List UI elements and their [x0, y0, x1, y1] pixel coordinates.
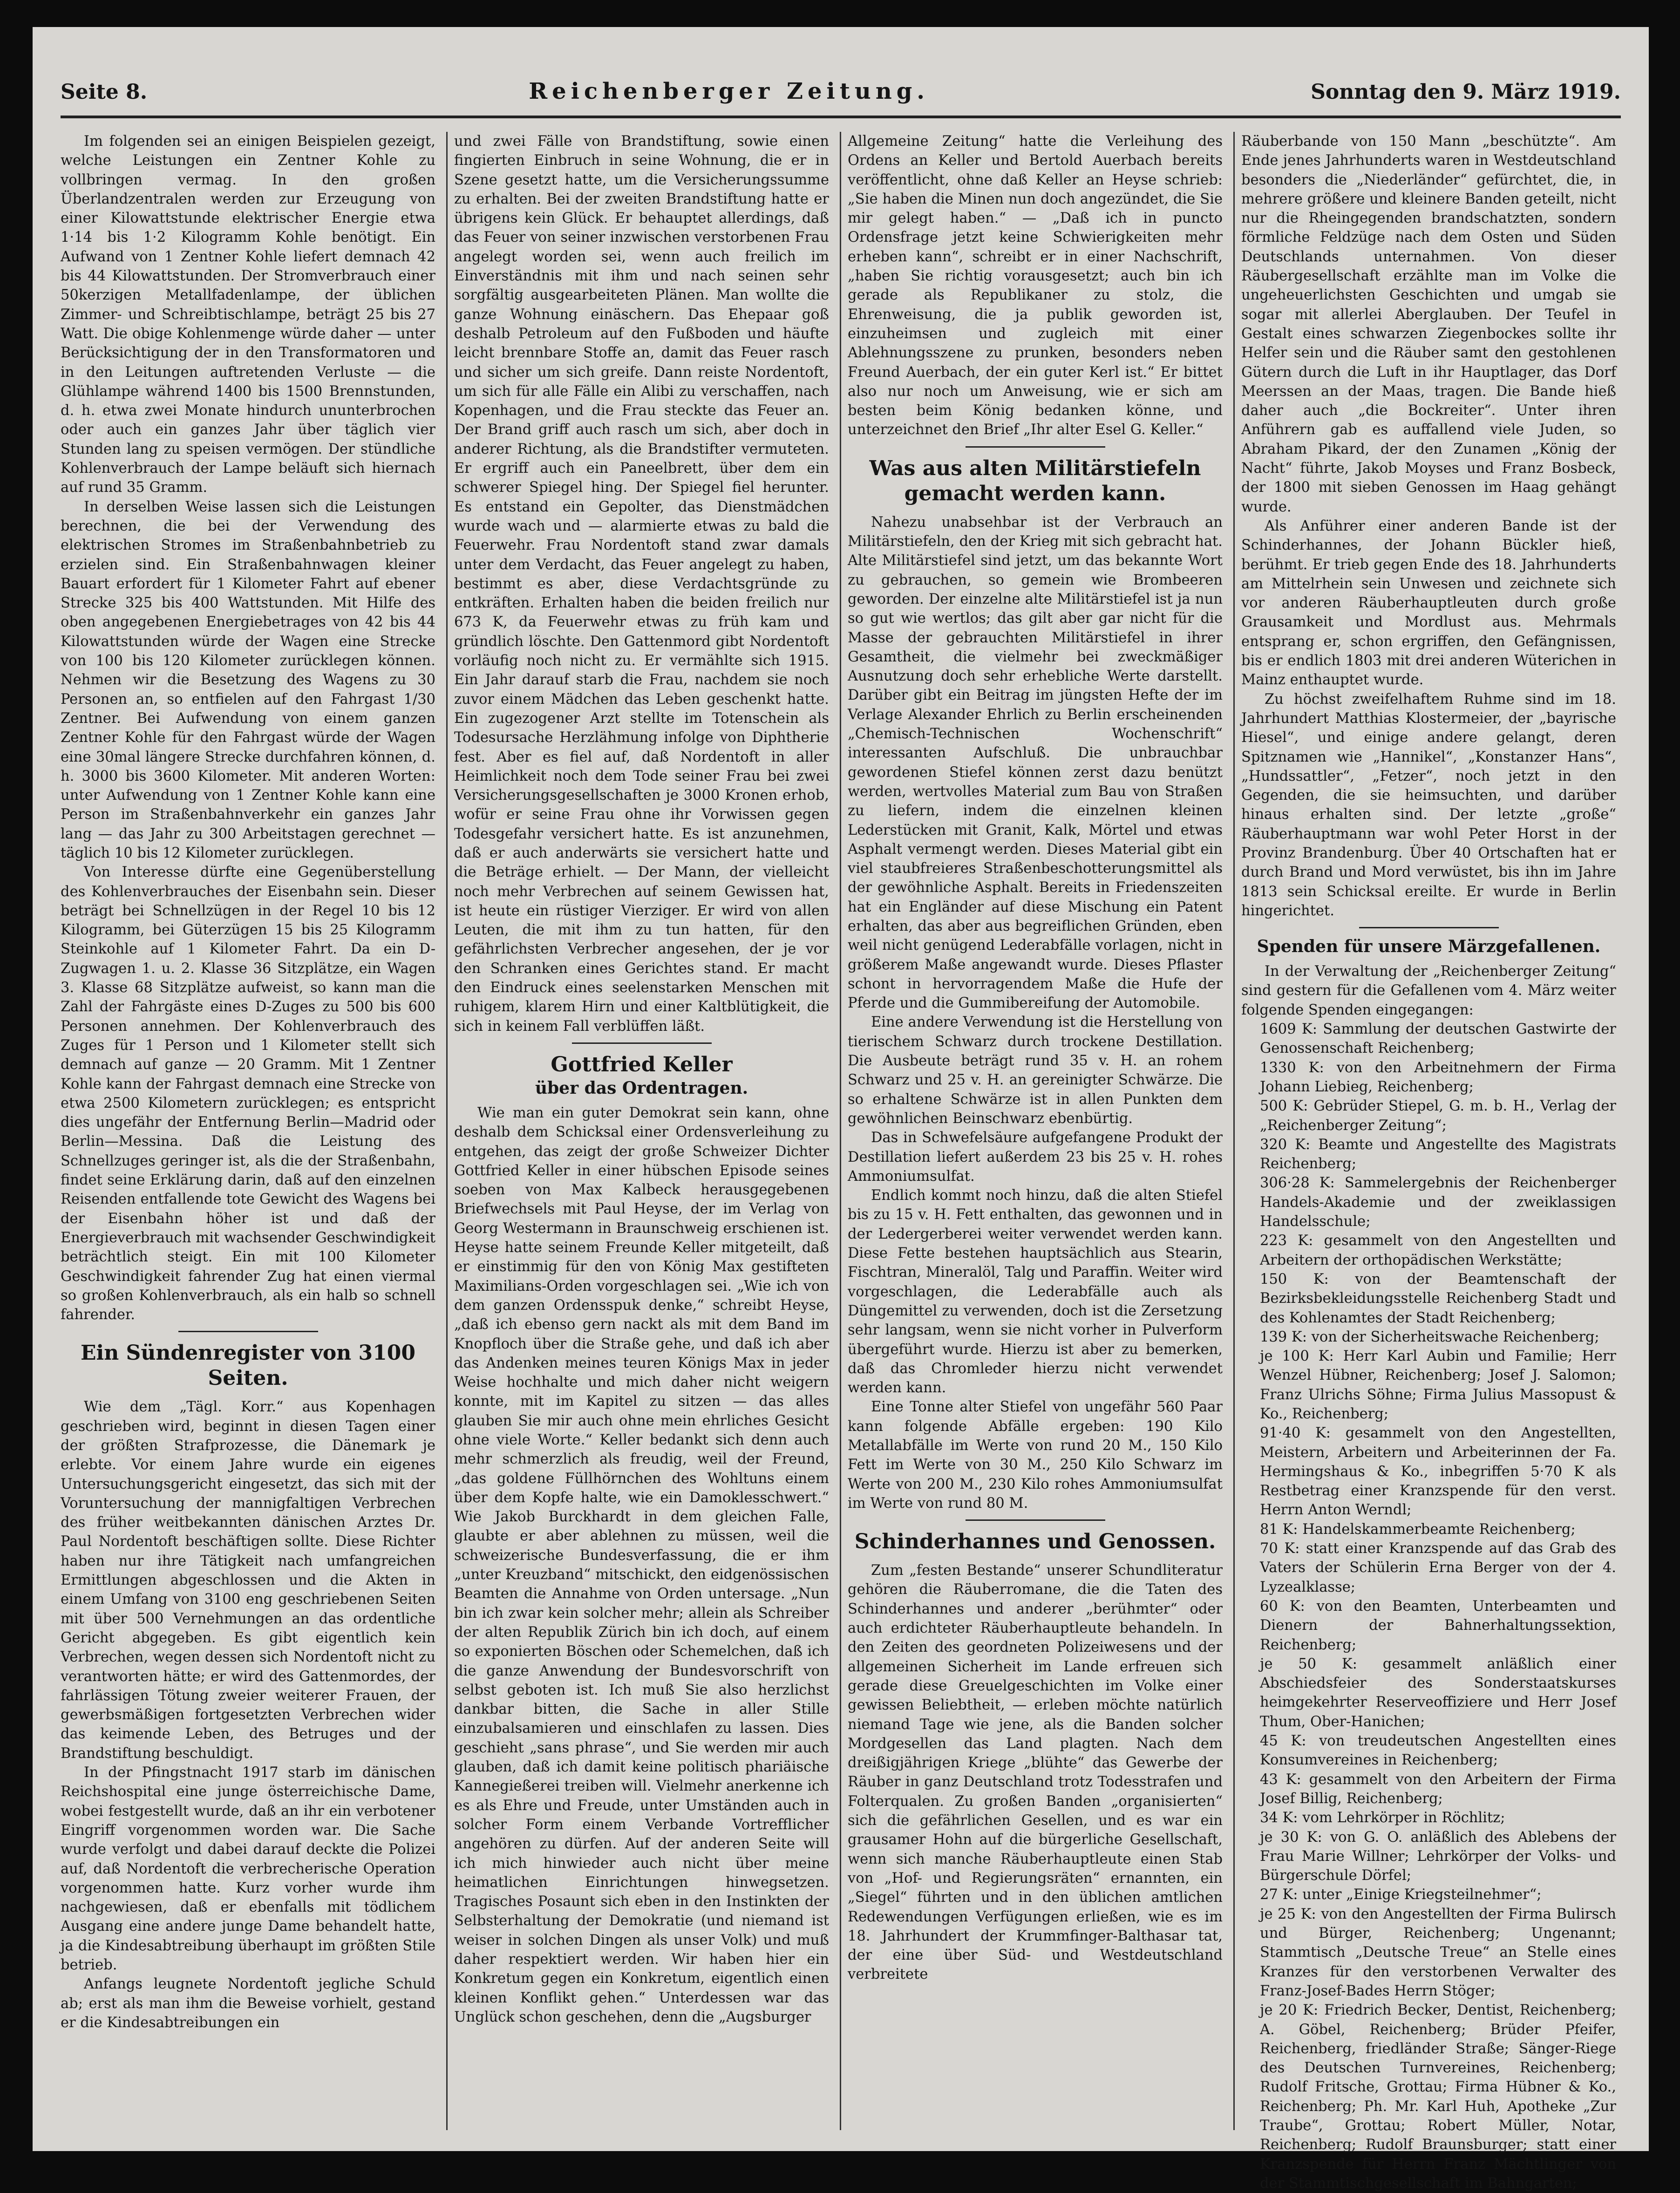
- article-paragraph: Endlich kommt noch hinzu, daß die alten Stiefel bis zu 15 v. H. Fett enthalten, das gewonnen und in der Ledergerberei weiter verwendet werden kann. Diese Fette bestehen hauptsächlich aus Stearin, Fischtran, Mineralöl, Talg und Paraffin. Weiter wird vorgeschlagen, die Lederabfälle auch als Düngemittel zu verwenden, doch ist die Zersetzung sehr langsam, wenn sie nicht vorher in Pulverform übergeführt wurde. Hierzu ist aber zu bemerken, daß das Chromleder hierzu nicht verwendet werden kann.: [848, 1187, 1223, 1396]
- article-paragraph: In der Pfingstnacht 1917 starb im dänischen Reichshospital eine junge österreichische Dame, wobei festgestellt wurde, daß an ihr ein verbotener Eingriff vorgenommen worden war. Die Sache wurde verfolgt und dabei darauf deckte die Polizei auf, daß Nordentoft die verbrecherische Operation vorgenommen hatte. Kurz vorher wurde ihm nachgewiesen, daß er ebenfalls mit tödlichem Ausgang eine andere junge Dame behandelt hatte, ja die Kindesabtreibung überhaupt im größten Stile betrieb.: [61, 1764, 435, 1974]
- list-item: 306·28 K: Sammelergebnis der Reichenberger Handels-Akademie und der zweiklassigen Handelsschule;: [1260, 1175, 1616, 1230]
- list-item: 1609 K: Sammlung der deutschen Gastwirte der Genossenschaft Reichenberg;: [1260, 1021, 1616, 1057]
- page-number: Seite 8.: [61, 80, 148, 104]
- donation-list: [1241, 1020, 1616, 2193]
- coal-article-paragraph: Im folgenden sei an einigen Beispielen gezeigt, welche Leistungen ein Zentner Kohle zu vollbringen vermag. In den großen Überlandzentralen werden zur Erzeugung von einer Kilowattstunde elektrischer Energie etwa 1·14 bis 1·2 Kilogramm Kohle benötigt. Ein Aufwand von 1 Zentner Kohle liefert demnach 42 bis 44 Kilowattstunden. Der Stromverbrauch einer 50kerzigen Metallfadenlampe, der üblichen Zimmer- und Schreibtischlampe, beträgt 25 bis 27 Watt. Die obige Kohlenmenge würde daher — unter Berücksichtigung der in den Transformatoren und in den Leitungen auftretenden Verluste — die Glühlampe während 1400 bis 1500 Brennstunden, d. h. etwa zwei Monate hindurch ununterbrochen oder auch ein ganzes Jahr über täglich vier Stunden lang zu speisen vermögen. Der stündliche Kohlenverbrauch der Lampe beläuft sich hiernach auf rund 35 Gramm.: [61, 133, 435, 496]
- list-item: 139 K: von der Sicherheitswache Reichenberg;: [1260, 1328, 1599, 1345]
- newspaper-title: Reichenberger Zeitung.: [529, 78, 929, 104]
- list-item: je 30 K: von G. O. anläßlich des Ablebens der Frau Marie Willner; Lehrkörper der Volks- und Bürgerschule Dörfel;: [1260, 1829, 1616, 1884]
- article-paragraph: Als Anführer einer anderen Bande ist der Schinderhannes, der Johann Bückler hieß, berühmt. Er trieb gegen Ende des 18. Jahrhunderts am Mittelrhein sein Unwesen und zeichnete sich vor anderen Räuberhauptleuten durch große Grausamkeit und Mordlust aus. Mehrmals entsprang er, schon ergriffen, den Gefängnissen, bis er endlich 1803 mit drei anderen Wüterichen in Mainz enthauptet wurde.: [1241, 518, 1616, 688]
- list-item: 45 K: von treudeutschen Angestellten eines Konsumvereines in Reichenberg;: [1260, 1733, 1616, 1769]
- coal-article-paragraph: In derselben Weise lassen sich die Leistungen berechnen, die bei der Verwendung des elektrischen Stromes im Straßenbahnbetrieb zu erzielen sind. Ein Straßenbahnwagen kleiner Bauart erfordert für 1 Kilometer Fahrt auf ebener Strecke 325 bis 400 Wattstunden. Mit Hilfe des oben angegebenen Energiebetrages von 42 bis 44 Kilowattstunden würde der Wagen eine Strecke von 100 bis 120 Kilometer zurücklegen können. Nehmen wir die Besetzung des Wagens zu 30 Personen an, so entfielen auf den Fahrgast 1/30 Zentner. Bei Aufwendung von einem ganzen Zentner Kohle für den Fahrgast würde der Wagen eine 30mal längere Strecke durchfahren können, d. h. 3000 bis 3600 Kilometer. Mit anderen Worten: unter Aufwendung von 1 Zentner Kohle kann eine Person im Straßenbahnverkehr ein ganzes Jahr lang — das Jahr zu 300 Arbeitstagen gerechnet — täglich 10 bis 12 Kilometer zurücklegen.: [61, 498, 435, 861]
- list-item: 91·40 K: gesammelt von den Angestellten, Meistern, Arbeitern und Arbeiterinnen der Fa. Hermingshaus & Ko., inbegriffen 5·70 K als Restbetrag einer Kranzspende für den verst. Herrn Anton Werndl;: [1260, 1425, 1616, 1519]
- column-1: [61, 132, 435, 2130]
- article-divider: [966, 446, 1105, 448]
- list-item: 320 K: Beamte und Angestellte des Magistrats Reichenberg;: [1260, 1136, 1616, 1172]
- article-paragraph: Eine Tonne alter Stiefel von ungefähr 560 Paar kann folgende Abfälle ergeben: 190 Kilo Metallabfälle im Werte von rund 20 M., 150 Kilo Fett im Werte von 30 M., 250 Kilo Schwarz im Werte von 200 M., 230 Kilo rohes Ammoniumsulfat im Werte von rund 80 M.: [848, 1399, 1223, 1512]
- article-divider: [1359, 927, 1499, 928]
- article-paragraph: Anfangs leugnete Nordentoft jegliche Schuld ab; erst als man ihm die Beweise vorhielt, gestand er die Kindesabtreibungen ein: [61, 1976, 435, 2031]
- article-paragraph: Wie man ein guter Demokrat sein kann, ohne deshalb dem Schicksal einer Ordensverleihung zu entgehen, das zeigt der große Schweizer Dichter Gottfried Keller in einer hübschen Episode seines soeben von Max Kalbeck herausgegebenen Briefwechsels mit Paul Heyse, der im Verlag von Georg Westermann in Braunschweig erschienen ist. Heyse hatte seinem Freunde Keller mitgeteilt, daß er einstimmig für den von König Max gestifteten Maximilians-Orden vorgeschlagen sei. „Wie ich von dem ganzen Ordensspuk denke,“ schreibt Heyse, „daß ich ebenso gern nackt als mit dem Band im Knopfloch über die Straße gehe, und daß ich aber das Andenken meines teuren Königs Max in jeder Weise hochhalte und mich daher nicht weigern konnte, mit im Kapitel zu sitzen — das alles glauben Sie mir auch ohne mein ehrliches Gesicht ohne viele Worte.“ Keller bedankt sich denn auch mehr schmerzlich als freudig, weil der Freund, „das goldene Füllhörnchen des Wohltuns einem über dem Kopfe halte, wie ein Damoklesschwert.“ Wie Jakob Burckhardt in dem gleichen Falle, glaubte er aber ablehnen zu müssen, weil die schweizerische Bundesverfassung, die er ihm „unter Kreuzband“ mitschickt, den eidgenössischen Beamten die Annahme von Orden untersage. „Nun bin ich zwar kein solcher mehr; allein als Schreiber der alten Republik Zürich bin ich doch, auf einem so exponierten Böschen oder Schemelchen, daß ich die ganze Anwendung der Bundesvorschrift von selbst geboten ist. Ich muß Sie also herzlichst dankbar bitten, die Sache in aller Stille einzubalsamieren und einschlafen zu lassen. Dies geschieht „sans phrase“, und Sie werden mir auch glauben, daß ich damit keine politisch phariäische Kannegießerei treiben will. Vielmehr anerkenne ich es als Ehre und Freude, unter Umständen auch in solcher Form einem Verbande Vortrefflicher angehören zu dürfen. Auf der anderen Seite will ich mich hinwieder auch nicht über meine heimatlichen Einrichtungen hinwegsetzen. Tragisches Posaunt sich eben in den Instinkten der Selbsterhaltung der Demokratie (und niemand ist weiser in solchen Dingen als unser Volk) und muß daher respektiert werden. Wir haben hier ein Konkretum gegen ein Konkretum, eigentlich einen kleinen Konflikt gehen.“ Unterdessen war das Unglück schon geschehen, denn die „Augsburger: [454, 1104, 829, 2025]
- list-item: 43 K: gesammelt von den Arbeitern der Firma Josef Billig, Reichenberg;: [1260, 1771, 1616, 1807]
- list-item: 150 K: von der Beamtenschaft der Bezirksbekleidungsstelle Reichenberg Stadt und des Kohlenamtes der Stadt Reichenberg;: [1260, 1271, 1616, 1326]
- list-item: 70 K: statt einer Kranzspende auf das Grab des Vaters der Schülerin Erna Berger von der 4. Lyzealklasse;: [1260, 1540, 1616, 1595]
- issue-date: Sonntag den 9. März 1919.: [1311, 80, 1621, 104]
- list-item: je 20 K: Friedrich Becker, Dentist, Reichenberg; A. Göbel, Reichenberg; Brüder Pfeifer, Reichenberg, friedländer Straße; Sänger-Riege des Deutschen Turnvereines, Reichenberg; Rudolf Fritsche, Grottau; Firma Hübner & Ko., Reichenberg; Ph. Mr. Karl Huh, Apotheke „Zur Traube“, Grottau; Robert Müller, Notar, Reichenberg; Rudolf Braunsburger; statt einer Kranzspende für Herrn Franz Mächtlinger von der Stammtischgesellschaft im Bahngarten;: [1260, 2002, 1616, 2192]
- article-paragraph: Allgemeine Zeitung“ hatte die Verleihung des Ordens an Keller und Bertold Auerbach bereits veröffentlicht, ohne daß Keller an Heyse schrieb: „Sie haben die Minen nun doch angezündet, die Sie mir gelegt haben.“ — „Daß ich in puncto Ordensfrage jetzt keine Schwierigkeiten mehr erheben kann“, schreibt er in einer Nachschrift, „haben Sie richtig vorausgesetzt; auch bin ich gerade als Republikaner zu stolz, die Ehrenweisung, die ja publik geworden ist, einzuheimsen und zugleich mit einer Ablehnungsszene zu prunken, besonders neben Freund Auerbach, der ein guter Kerl ist.“ Er bittet also nur noch um Anweisung, wie er sich am besten beim König bedanken könne, und unterzeichnet den Brief „Ihr alter Esel G. Keller.“: [848, 133, 1223, 438]
- column-2: [454, 132, 829, 2130]
- list-item: 223 K: gesammelt von den Angestellten und Arbeitern der orthopädischen Werkstätte;: [1260, 1233, 1616, 1268]
- article-paragraph: Zum „festen Bestande“ unserer Schundliteratur gehören die Räuberromane, die die Taten des Schinderhannes und anderer „berühmter“ oder auch erdichteter Räuberhauptleute behandeln. In den Zeiten des geordneten Polizeiwesens und der allgemeinen Sicherheit im Lande erfreuen sich gerade diese Greuelgeschichten im Volke einer gewissen Beliebtheit, — erleben möchte natürlich niemand Tage wie jene, als die Banden solcher Mordgesellen das Land plagten. Nach dem dreißigjährigen Kriege „blühte“ das Gewerbe der Räuber in ganz Deutschland trotz Todesstrafen und Folterqualen. Zu großen Banden „organisierten“ sich die gefährlichen Gesellen, und es war ein grausamer Hohn auf die bürgerliche Gesellschaft, wenn sich manche Räuberhauptleute einen Stab von „Hof- und Regierungsräten“ ernannten, ein „Siegel“ führten und in den üblichen amtlichen Redewendungen Verfügungen erließen, wie es im 18. Jahrhundert der Krummfinger-Balthasar tat, der eine über Süd- und Westdeutschland verbreitete: [848, 1562, 1223, 1983]
- article-paragraph: In der Verwaltung der „Reichenberger Zeitung“ sind gestern für die Gefallenen vom 4. März weiter folgende Spenden eingegangen:: [1241, 963, 1616, 1018]
- column-divider: [1233, 132, 1235, 2130]
- list-item: 81 K: Handelskammerbeamte Reichenberg;: [1260, 1521, 1576, 1538]
- column-4: [1241, 132, 1616, 2192]
- list-item: 27 K: unter „Einige Kriegsteilnehmer“;: [1260, 1887, 1542, 1903]
- article-paragraph: Wie dem „Tägl. Korr.“ aus Kopenhagen geschrieben wird, beginnt in diesen Tagen einer der größten Strafprozesse, die Dänemark je erlebte. Vor einem Jahre wurde ein eigenes Untersuchungsgericht eingesetzt, das sich mit der Voruntersuchung der mannigfaltigen Verbrechen des früher weitbekannten dänischen Arztes Dr. Paul Nordentoft beschäftigen sollte. Diese Richter haben nur ihre Tätigkeit nach umfangreichen Ermittlungen abgeschlossen und die Akten in einem Umfang von 3100 eng geschriebenen Seiten mit über 500 Vernehmungen an das ordentliche Gericht abgegeben. Es gibt eigentlich kein Verbrechen, wegen dessen sich Nordentoft nicht zu verantworten hätte; er wird des Gattenmordes, der fahrlässigen Tötung zweier weiterer Frauen, der gewerbsmäßigen fortgesetzten Verbrechen wider das keimende Leben, des Betruges und der Brandstiftung beschuldigt.: [61, 1399, 435, 1762]
- article-headline: Schinderhannes und Genossen.: [854, 1530, 1216, 1554]
- article-headline: Gottfried Keller: [551, 1052, 733, 1076]
- coal-article-paragraph: Von Interesse dürfte eine Gegenüberstellung des Kohlenverbrauches der Eisenbahn sein. Dieser beträgt bei Schnellzügen in der Regel 10 bis 12 Kilogramm, bei Güterzügen 15 bis 25 Kilogramm Steinkohle auf 1 Kilometer Fahrt. Da ein D-Zugwagen 1. u. 2. Klasse 36 Sitzplätze, ein Wagen 3. Klasse 68 Sitzplätze aufweist, so kann man die Zahl der Fahrgäste eines D-Zuges zu 500 bis 600 Personen annehmen. Der Kohlenverbrauch des Zuges für 1 Person und 1 Kilometer stellt sich demnach auf ganze — 20 Gramm. Mit 1 Zentner Kohle kann der Fahrgast demnach eine Strecke von etwa 2500 Kilometern zurücklegen; es entspricht dies ungefähr der Entfernung Berlin—Madrid oder Berlin—Messina. Daß die Leistung des Schnellzuges geringer ist, als die der Straßenbahn, findet seine Erklärung darin, daß auf den einzelnen Reisenden entfallende tote Gewicht des Wagens bei der Eisenbahn höher ist und daß der Energieverbrauch mit wachsender Geschwindigkeit beträchtlich steigt. Ein mit 100 Kilometer Geschwindigkeit fahrender Zug hat einen viermal so großen Kohlenverbrauch, als ein halb so schnell fahrender.: [61, 864, 435, 1323]
- page-header: [61, 78, 1621, 111]
- article-paragraph: Eine andere Verwendung ist die Herstellung von tierischem Schwarz durch trockene Destillation. Die Ausbeute beträgt rund 35 v. H. an rohem Schwarz und 25 v. H. an gereinigter Schwärze. Die so erhaltene Schwärze ist in allen Punkten dem gewöhnlichen Beinschwarz ebenbürtig.: [848, 1014, 1223, 1127]
- newspaper-page: [33, 27, 1649, 2192]
- list-item: 60 K: von den Beamten, Unterbeamten und Dienern der Bahnerhaltungssektion, Reichenberg;: [1260, 1598, 1616, 1653]
- column-3: [848, 132, 1223, 2130]
- header-rule: [61, 116, 1621, 118]
- list-item: je 100 K: Herr Karl Aubin und Familie; Herr Wenzel Hübner, Reichenberg; Josef J. Salomon; Franz Ulrichs Söhne; Firma Julius Massopust & Ko., Reichenberg;: [1260, 1348, 1616, 1422]
- column-divider: [840, 132, 841, 2130]
- list-item: 500 K: Gebrüder Stiepel, G. m. b. H., Verlag der „Reichenberger Zeitung“;: [1260, 1098, 1616, 1134]
- article-divider: [178, 1331, 318, 1332]
- column-divider: [446, 132, 448, 2130]
- article-headline: Was aus alten Militärstiefeln gemacht werden kann.: [869, 456, 1201, 505]
- list-item: je 50 K: gesammelt anläßlich einer Abschiedsfeier des Sonderstaatskurses heimgekehrter Reserveoffiziere und Herr Josef Thum, Ober-Hanichen;: [1260, 1655, 1616, 1730]
- list-item: 34 K: vom Lehrkörper in Röchlitz;: [1260, 1810, 1505, 1826]
- article-paragraph: Das in Schwefelsäure aufgefangene Produkt der Destillation liefert außerdem 23 bis 25 v. H. rohes Ammoniumsulfat.: [848, 1130, 1223, 1185]
- list-item: je 25 K: von den Angestellten der Firma Bulirsch und Bürger, Reichenberg; Ungenannt; Stammtisch „Deutsche Treue“ an Stelle eines Kranzes für den verstorbenen Verwalter des Franz-Josef-Bades Herrn Stöger;: [1260, 1906, 1616, 1999]
- article-paragraph: Räuberbande von 150 Mann „beschützte“. Am Ende jenes Jahrhunderts waren in Westdeutschland besonders die „Niederländer“ gefürchtet, die, in mehrere größere und kleinere Banden geteilt, nicht nur die Rheingegenden brandschatzten, sondern förmliche Feldzüge nach dem Osten und Süden Deutschlands unternahmen. Von dieser Räubergesellschaft erzählte man im Volke die ungeheuerlichsten Geschichten und umgab sie sogar mit allerlei Aberglauben. Der Teufel in Gestalt eines schwarzen Ziegenbockes sollte ihr Helfer sein und die Räuber samt den gestohlenen Gütern durch die Luft in ihr Hauptlager, das Dorf Meerssen an der Maas, tragen. Die Bande hieß daher auch „die Bockreiter“. Unter ihren Anführern gab es auffallend viele Juden, so Abraham Pikard, der den Zunamen „König der Nacht“ führte, Jakob Moyses und Franz Bosbeck, der 1800 mit sieben Genossen im Haag gehängt wurde.: [1241, 133, 1616, 515]
- list-item: 1330 K: von den Arbeitnehmern der Firma Johann Liebieg, Reichenberg;: [1260, 1059, 1616, 1095]
- article-paragraph: Zu höchst zweifelhaftem Ruhme sind im 18. Jahrhundert Matthias Klostermeier, der „bayrische Hiesel“, und einige andere gelangt, deren Spitznamen wie „Hannikel“, „Konstanzer Hans“, „Hundssattler“, „Fetzer“, noch jetzt in den Gegenden, die sie heimsuchten, und darüber hinaus erhalten sind. Der letzte „große“ Räuberhauptmann war wohl Peter Horst in der Provinz Brandenburg. Über 40 Ortschaften hat er durch Brand und Mord verwüstet, bis ihn im Jahre 1813 sein Schicksal ereilte. Er wurde in Berlin hingerichtet.: [1241, 691, 1616, 919]
- article-subheadline: über das Ordentragen.: [535, 1078, 748, 1098]
- article-paragraph: Nahezu unabsehbar ist der Verbrauch an Militärstiefeln, den der Krieg mit sich gebracht hat. Alte Militärstiefel sind jetzt, um das bekannte Wort zu gebrauchen, so gemein wie Brombeeren geworden. Der einzelne alte Militärstiefel ist ja nun so gut wie wertlos; das gilt aber gar nicht für die Masse der gebrauchten Militärstiefel in ihrer Gesamtheit, die vielmehr bei zweckmäßiger Ausnutzung doch sehr erhebliche Werte darstellt. Darüber gibt ein Beitrag im jüngsten Hefte der im Verlage Alexander Ehrlich zu Berlin erscheinenden „Chemisch-Technischen Wochenschrift“ interessanten Aufschluß. Die unbrauchbar gewordenen Stiefel können zerst dazu benützt werden, wertvolles Material zum Bau von Straßen zu liefern, indem die einzelnen kleinen Lederstücken mit Granit, Kalk, Mörtel und etwas Asphalt vermengt werden. Dieses Material gibt ein viel staubfreieres Straßenbeschotterungsmittel als der gewöhnliche Asphalt. Bereits in Friedenszeiten hat ein Engländer auf diese Mischung ein Patent erhalten, das aber aus begreiflichen Gründen, eben weil nicht genügend Lederabfälle vorlagen, nicht in größerem Maße angewandt wurde. Dieses Pflaster schont in hervorragendem Maße die Hufe der Pferde und die Gummibereifung der Automobile.: [848, 514, 1223, 1012]
- article-paragraph: und zwei Fälle von Brandstiftung, sowie einen fingierten Einbruch in seine Wohnung, die er in Szene gesetzt hatte, um die Versicherungssumme zu erhalten. Bei der zweiten Brandstiftung hatte er übrigens kein Glück. Er behauptet allerdings, daß das Feuer von seiner inzwischen verstorbenen Frau angelegt worden sei, wenn auch freilich im Einverständnis mit ihm und nach seinen sehr sorgfältig ausgearbeiteten Plänen. Man wollte die ganze Wohnung einäschern. Das Ehepaar goß deshalb Petroleum auf den Fußboden und häufte leicht brennbare Stoffe an, damit das Feuer rasch und sicher um sich greife. Dann reiste Nordentoft, um sich für alle Fälle ein Alibi zu verschaffen, nach Kopenhagen, und die Frau steckte das Feuer an. Der Brand griff auch rasch um sich, aber doch in anderer Richtung, als die Brandstifter vermuteten. Er ergriff auch ein Paneelbrett, über dem ein schwerer Spiegel hing. Der Spiegel fiel herunter. Es entstand ein Gepolter, das Dienstmädchen wurde wach und — alarmierte etwas zu bald die Feuerwehr. Frau Nordentoft stand zwar damals unter dem Verdacht, das Feuer angelegt zu haben, bestimmt es aber, diese Verdachtsgründe zu entkräften. Erhalten haben die beiden freilich nur 673 K, da Feuerwehr etwas zu früh kam und gründlich löschte. Den Gattenmord gibt Nordentoft vorläufig noch nicht zu. Er vermählte sich 1915. Ein Jahr darauf starb die Frau, nachdem sie noch zuvor einem Mädchen das Leben geschenkt hatte. Ein zugezogener Arzt stellte im Totenschein als Todesursache Herzlähmung infolge von Diphtherie fest. Aber es fiel auf, daß Nordentoft in aller Heimlichkeit noch dem Tode seiner Frau bei zwei Versicherungsgesellschaften je 3000 Kronen erhob, wofür er seine Frau ohne ihr Vorwissen gegen Todesgefahr versichert hatte. Es ist anzunehmen, daß er auch anderwärts sie versichert hatte und die Beträge erhielt. — Der Mann, der vielleicht noch mehr Verbrechen auf seinem Gewissen hat, ist heute ein rüstiger Vierziger. Er wird von allen Leuten, die mit ihm zu tun hatten, für den gefährlichsten Verbrecher angesehen, der je vor den Schranken eines Gerichtes stand. Er macht den Eindruck eines seelenstarken Menschen mit ruhigem, klarem Hirn und einer Kaltblütigkeit, die sich in keinem Fall verblüffen läßt.: [454, 133, 829, 1035]
- article-divider: [572, 1042, 712, 1044]
- article-divider: [966, 1519, 1105, 1521]
- article-headline: Ein Sündenregister von 3100 Seiten.: [81, 1341, 415, 1390]
- article-headline: Spenden für unsere Märzgefallenen.: [1257, 937, 1601, 957]
